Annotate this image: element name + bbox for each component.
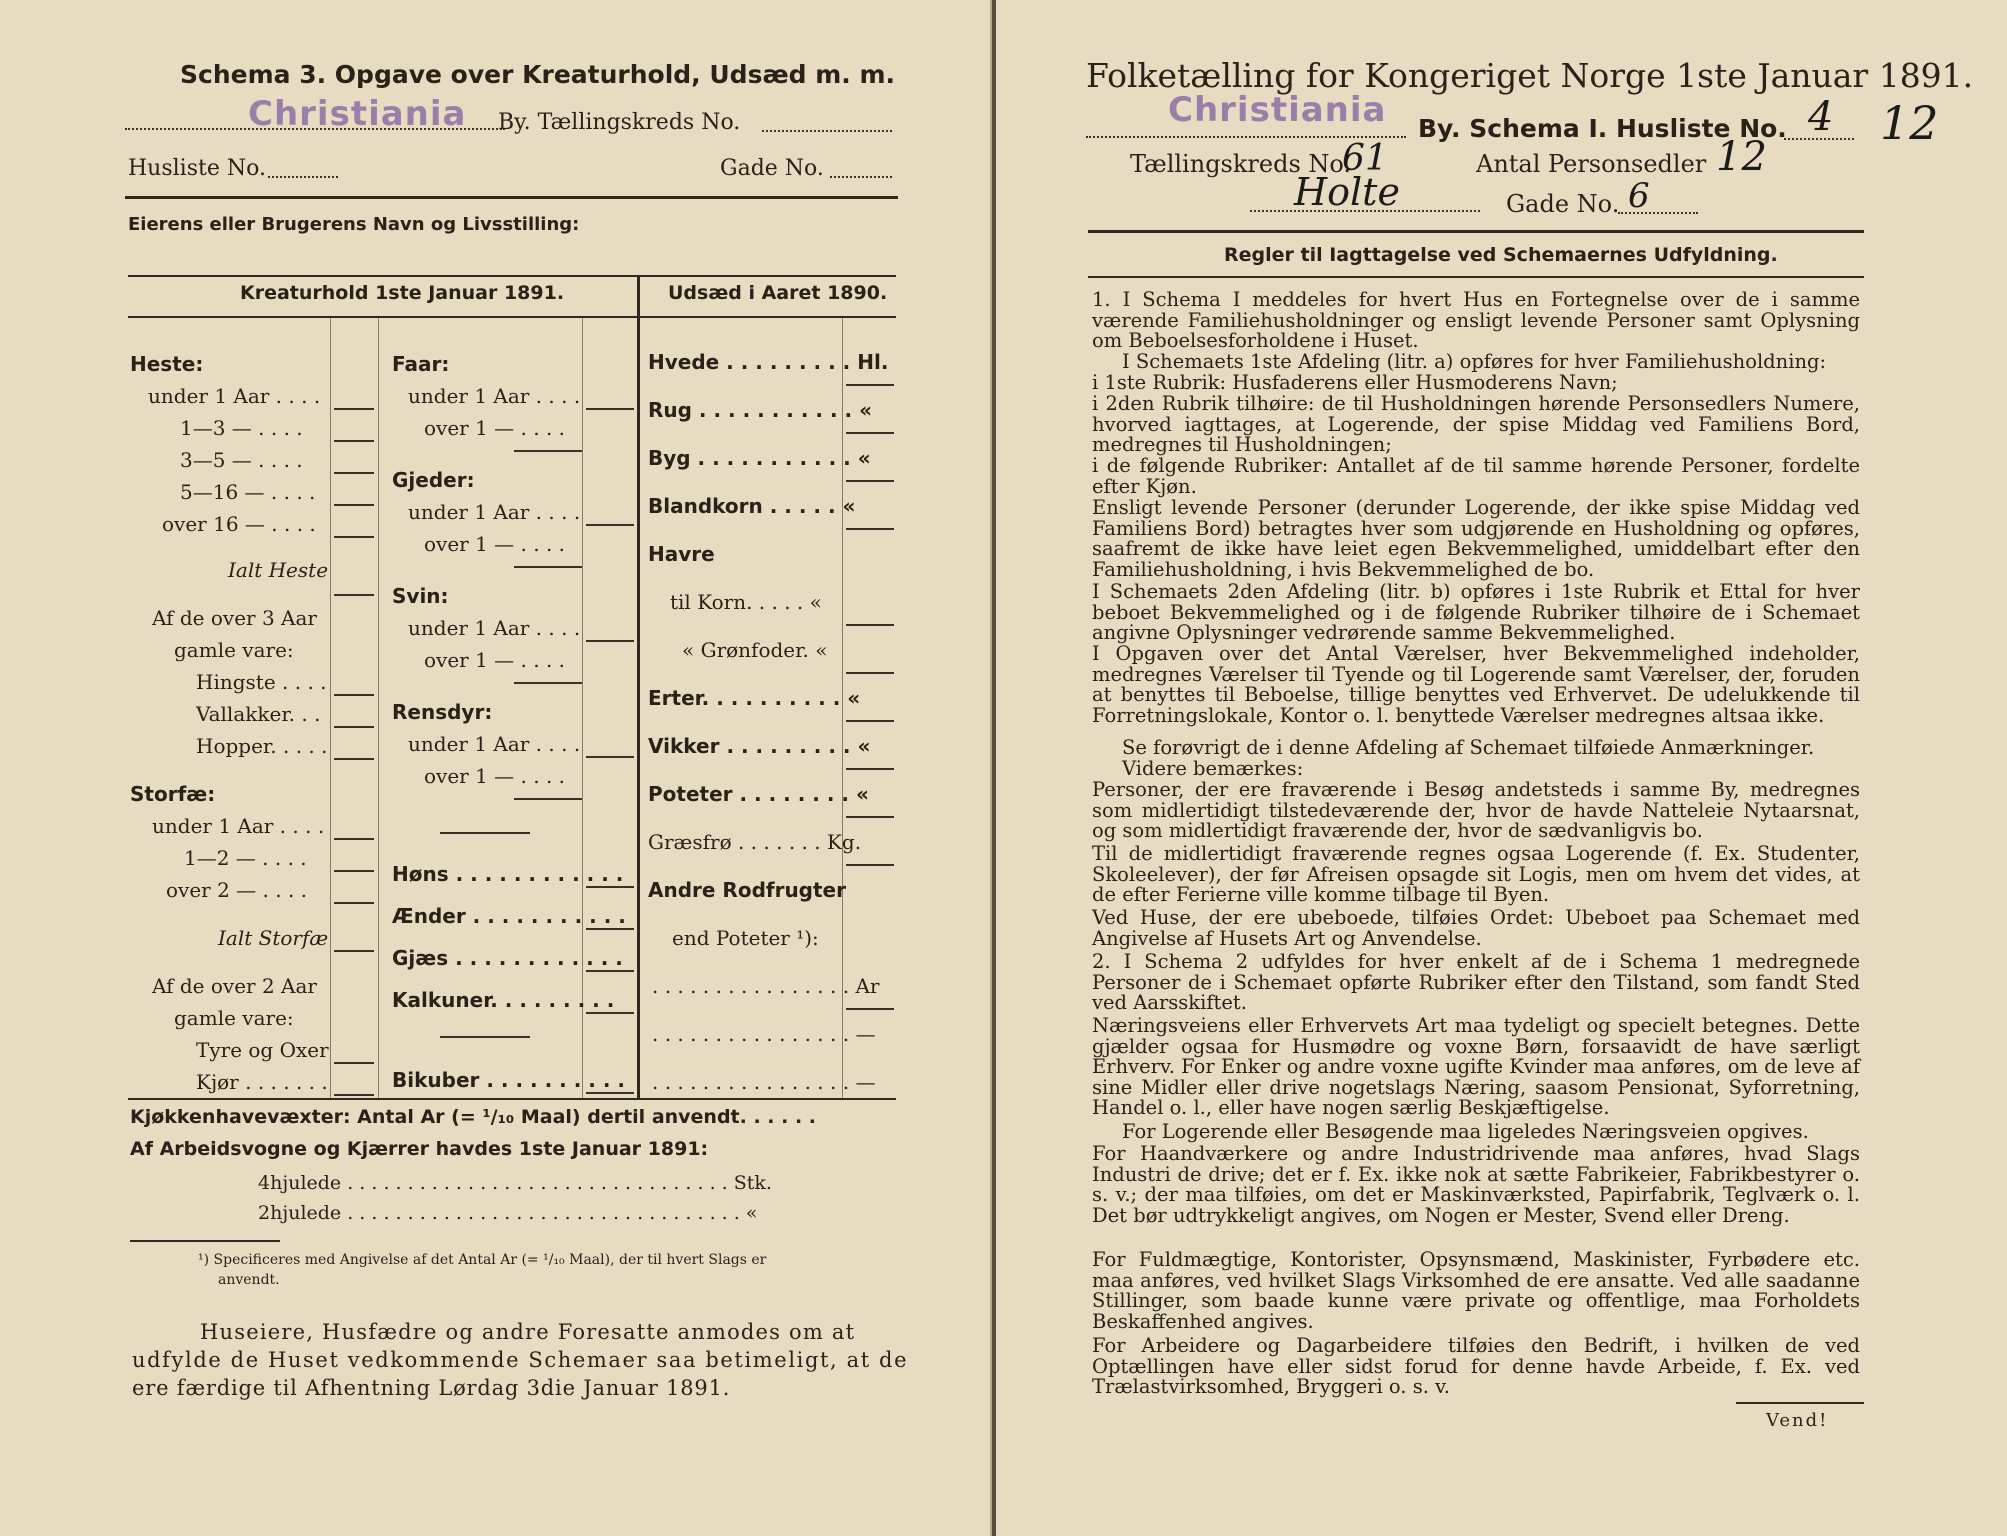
rule-2: 2. I Schema 2 udfyldes for hver enkelt af de i Schema 1 medregnede Personer de i Schemaet opførte Rubriker efter den Tilstand, som fandt Sted ved Aarsskiftet.	[1092, 950, 1860, 1015]
gjeder-label: Gjeder:	[392, 468, 475, 492]
kreds-number: 61	[1342, 138, 1388, 179]
rule-1: 1. I Schema I meddeles for hvert Hus en Fortegnelse over de i samme værende Familiehusholdninger og ensligt levende Personer samt Oplysning om Beboelsesforholdene i Huset.	[1092, 288, 1860, 353]
antal-label: Antal Personsedler	[1476, 150, 1707, 178]
gade-no-label: Gade No.	[1506, 190, 1620, 218]
gade-number: 6	[1628, 176, 1650, 216]
right-page: Folketælling for Kongeriget Norge 1ste Januar 1891. Christiania By. Schema I. Husliste No. 4 12 Tællingskreds No. 61 Antal Personsedler 12 Holte Gade No. 6 Regler til Iagttagelse ved Schemaernes Udfyldning. 1. I Schema I meddeles for hvert Hus en Fortegnelse over de i samme værende Familiehusholdninger og ensligt levende Personer samt Oplysning om Beboelsesforholdene i Huset. I Schemaets 1ste Afdeling (litr. a) opføres for hver Familiehusholdning: i 1ste Rubrik: Husfaderens eller Husmoderens Navn; i 2den Rubrik tilhøire: de til Husholdningen hørende Personsedlers Numere, hvorved iagttages, at Logerende, der spise Middag ved Familiens Bord, medregnes til Husholdningen; i de følgende Rubriker: Antallet af de til samme hørende Personer, fordelte efter Kjøn. Ensligt levende Personer (derunder Logerende, der ikke spise Middag ved Familiens Bord) betragtes hver som udgjørende en Husholdning og opføres, saafremt de ikke have leiet egen Bekvemmelighed, umiddelbart efter den Familiehusholdning, i hvis Bekvemmelighed de bo. I Schemaets 2den Afdeling (litr. b) opføres i 1ste Rubrik et Ettal for hver beboet Bekvemmelighed og i de følgende Rubriker tilhøire de i Schemaet angivne Oplysninger vedrørende samme Bekvemmelighed. I Opgaven over det Antal Værelser, hver Bekvemmelighed indeholder, medregnes Værelser til Tyende og til Logerende samt Værelser, der, foruden at benyttes til Beboelse, tillige benyttes ved Erhvervet. De udelukkende til Forretningslokale, Kontor o. l. benyttede Værelser medregnes altsaa ikke. Se forøvrigt de i denne Afdeling af Schemaet tilføiede Anmærkninger. Videre bemærkes: Personer, der ere fraværende i Besøg andetsteds i samme By, medregnes som midlertidigt tilstedeværende der, hvor de havde Natteleie Nytaarsnat, og som midlertidigt fraværende der, hvor de sædvanligvis bo. Til de midlertidigt fraværende regnes ogsaa Logerende (f. Ex. Studenter, Skoleelever), der før Afreisen opsagde sit Logis, men om hvem det vides, at de efter Ferierne ville komme tilbage til Byen. Ved Huse, der ere ubeboede, tilføies Ordet: Ubeboet paa Schemaet med Angivelse af Husets Art og Anvendelse. 2. I Schema 2 udfyldes for hver enkelt af de i Schema 1 medregnede Personer de i Schemaet opførte Rubriker efter den Tilstand, som fandt Sted ved Aarsskiftet. Næringsveiens eller Erhvervets Art maa tydeligt og specielt betegnes. Dette gjælder ogsaa for Husmødre og voxne Børn, forsaavidt de have særligt Erhverv. For Enker og andre voxne ugifte Kvinder maa anføres, om de leve af sine Midler eller drive nogetslags Næring, saasom Pensionat, Syforretning, Handel o. l., eller have nogen særlig Beskjæftigelse. For Logerende eller Besøgende maa ligeledes Næringsveien opgives. For Haandværkere og andre Industridrivende maa anføres, hvad Slags Industri de drive; det er f. Ex. ikke nok at sætte Fabrikeier, Fabrikbestyrer o. s. v.; der maa tilføies, om det er Maskinværksted, Papirfabrik, Teglværk o. l. Det bør udtrykkeligt angives, om Nogen er Mester, Svend eller Dreng. For Fuldmægtige, Kontorister, Opsynsmænd, Maskinister, Fyrbødere etc. maa anføres, ved hvilket Slags Virksomhed de ere ansatte. Ved alle saadanne Stillinger, som baade kunne være private og offentlige, maa Forholdets Beskaffenhed angives. For Arbeidere og Dagarbeidere tilføies den Bedrift, i hvilken de ved Optællingen have eller sidst forud for denne havde Arbeide, f. Ex. ved Trælastvirksomhed, Bryggeri o. s. v. Vend!	[996, 0, 2007, 1536]
kreds-label: Tællingskreds No.	[1130, 150, 1352, 178]
left-page: Schema 3. Opgave over Kreaturhold, Udsæd m. m. Christiania By. Tællingskreds No. Husliste No. Gade No. Eierens eller Brugerens Navn og Livsstilling: Kreaturhold 1ste Januar 1891. Udsæd i Aaret 1890. Heste: under 1 Aar . . . . 1—3 — . . . . 3—5 — . . . . 5—16 — . . . . over 16 — . . . . Ialt Heste Af de over 3 Aar gamle vare: Hingste . . . . Vallakker. . . Hopper. . . . . Storfæ: under 1 Aar . . . . 1—2 — . . . . over 2 — . . . . Ialt Storfæ Af de over 2 Aar gamle vare: Tyre og Oxer Kjør . . . . . . . Faar: under 1 Aar . . . . over 1 — . . . . Gjeder: under 1 Aar . . . . over 1 — . . . . Svin: under 1 Aar . . . . over 1 — . . . . Rensdyr: under 1 Aar . . . . over 1 — . . . . Høns . . . . . . . . . . . . Ænder . . . . . . . . . . . Gjæs . . . . . . . . . . . . Kalkuner. . . . . . . . . Bikuber . . . . . . . . . . Hvede . . . . . . . . . Hl. Rug . . . . . . . . . . . « Byg . . . . . . . . . . . « Blandkorn . . . . . « Havre til Korn. . . . . « « Grønfoder. « Erter. . . . . . . . . . « Vikker . . . . . . . . . « Poteter . . . . . . . . « Græsfrø . . . . . . . Kg. Andre Rodfrugter end Poteter ¹): . . . . . . . . . . . . . . . . Ar . . . . . . . . . . . . . . . . — . . . . . . . . . . . . . . . . — Kjøkkenhavevæxter: Antal Ar (= ¹/₁₀ Maal) dertil anvendt. . . . . . Af Arbeidsvogne og Kjærrer havdes 1ste Januar 1891: 4hjulede . . . . . . . . . . . . . . . . . . . . . . . . . . . . . . . . Stk. 2hjulede . . . . . . . . . . . . . . . . . . . . . . . . . . . . . . . . . « ¹) Specificeres med Angivelse af det Antal Ar (= ¹/₁₀ Maal), der til hvert Slags er anvendt. Huseiere, Husfædre og andre Foresatte anmodes om at udfylde de Huset vedkommende Schemaer saa betimeligt, at de ere færdige til Afhentning Lørdag 3die Januar 1891.	[0, 0, 992, 1536]
schema3-header: Schema 3. Opgave over Kreaturhold, Udsæd m. m.	[180, 60, 896, 89]
faar-label: Faar:	[392, 352, 450, 376]
census-title: Folketælling for Kongeriget Norge 1ste Januar 1891.	[1086, 56, 1974, 95]
antal-value: 12	[1716, 134, 1767, 180]
heste-label: Heste:	[130, 352, 204, 376]
footnote: ¹) Specificeres med Angivelse af det Antal Ar (= ¹/₁₀ Maal), der til hvert Slags er	[198, 1252, 767, 1268]
closing-line-2: udfylde de Huset vedkommende Schemaer saa betimeligt, at de	[132, 1348, 909, 1372]
kjokkenhave-line: Kjøkkenhavevæxter: Antal Ar (= ¹/₁₀ Maal) dertil anvendt. . . . . .	[130, 1106, 817, 1128]
vend-label: Vend!	[1766, 1410, 1829, 1431]
husliste-label: Husliste No.	[128, 156, 266, 181]
husliste-number: 4	[1808, 94, 1834, 140]
christiania-stamp-right: Christiania	[1168, 90, 1387, 130]
street-name: Holte	[1294, 170, 1400, 214]
extra-number: 12	[1880, 96, 1939, 150]
schema1-husliste-label: By. Schema I. Husliste No.	[1418, 114, 1787, 143]
storfae-label: Storfæ:	[130, 782, 216, 806]
by-kreds-label: By. Tællingskreds No.	[498, 110, 741, 135]
owner-label: Eierens eller Brugerens Navn og Livsstilling:	[128, 214, 580, 235]
rules-title: Regler til Iagttagelse ved Schemaernes Udfyldning.	[1224, 244, 1778, 266]
gade-label: Gade No.	[720, 156, 824, 181]
udsaed-header: Udsæd i Aaret 1890.	[668, 282, 888, 304]
christiania-stamp-left: Christiania	[248, 94, 467, 134]
svin-label: Svin:	[392, 584, 449, 608]
closing-line-1: Huseiere, Husfædre og andre Foresatte anmodes om at	[200, 1320, 856, 1344]
closing-line-3: ere færdige til Afhentning Lørdag 3die Januar 1891.	[132, 1376, 731, 1400]
kreaturhold-header: Kreaturhold 1ste Januar 1891.	[240, 282, 565, 304]
rensdyr-label: Rensdyr:	[392, 700, 493, 724]
arbeidsvogne-line: Af Arbeidsvogne og Kjærrer havdes 1ste Januar 1891:	[130, 1138, 709, 1160]
